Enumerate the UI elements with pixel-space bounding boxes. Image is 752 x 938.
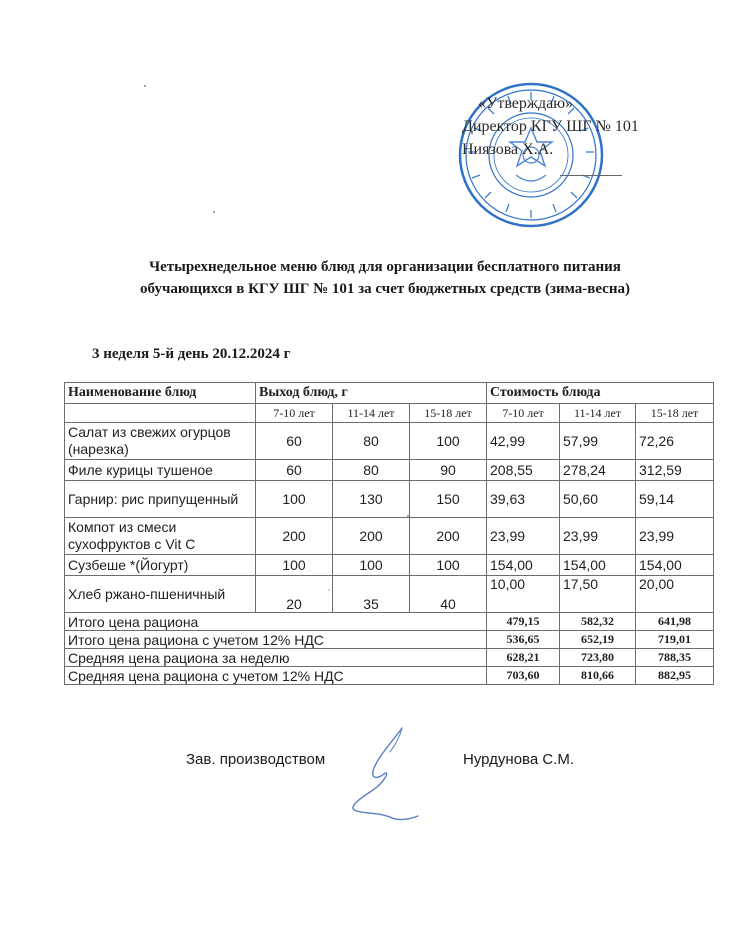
total-value: 810,66	[560, 667, 636, 685]
age-output-15-18: 15-18 лет	[410, 404, 487, 423]
total-label: Итого цена рациона с учетом 12% НДС	[65, 631, 487, 649]
dish-output: 20	[256, 576, 333, 613]
total-value: 703,60	[487, 667, 560, 685]
total-value: 723,80	[560, 649, 636, 667]
dish-cost: 17,50	[560, 576, 636, 613]
dish-output: 60	[256, 423, 333, 460]
dish-output: 100	[333, 555, 410, 576]
age-cost-7-10: 7-10 лет	[487, 404, 560, 423]
dish-cost: 39,63	[487, 481, 560, 518]
total-label: Итого цена рациона	[65, 613, 487, 631]
dish-cost: 72,26	[636, 423, 714, 460]
table-row	[65, 576, 714, 613]
table-row	[65, 423, 714, 460]
total-value: 882,95	[636, 667, 714, 685]
dish-cost: 23,99	[487, 518, 560, 555]
dish-output: 200	[256, 518, 333, 555]
dish-name: Хлеб ржано-пшеничный	[65, 576, 256, 613]
dish-name: Гарнир: рис припущенный	[65, 481, 256, 518]
age-empty-cell	[65, 404, 256, 423]
dish-output: 130	[333, 481, 410, 518]
dish-output: 100	[410, 423, 487, 460]
total-row	[65, 613, 714, 631]
total-value: 652,19	[560, 631, 636, 649]
age-output-11-14: 11-14 лет	[333, 404, 410, 423]
dish-name: Филе курицы тушеное	[65, 460, 256, 481]
total-label: Средняя цена рациона с учетом 12% НДС	[65, 667, 487, 685]
total-value: 641,98	[636, 613, 714, 631]
dish-cost: 23,99	[636, 518, 714, 555]
header-dish-name: Наименование блюд	[65, 383, 256, 404]
dish-cost: 154,00	[560, 555, 636, 576]
approval-signature-line	[560, 175, 622, 176]
dish-output: 35	[333, 576, 410, 613]
dish-name: Сузбеше *(Йогурт)	[65, 555, 256, 576]
table-row	[65, 481, 714, 518]
dish-output: 150	[410, 481, 487, 518]
header-output: Выход блюд, г	[256, 383, 487, 404]
dish-cost: 57,99	[560, 423, 636, 460]
dish-output: 80	[333, 423, 410, 460]
dish-output: 90	[410, 460, 487, 481]
dish-output: 100	[410, 555, 487, 576]
handwritten-signature	[340, 722, 435, 822]
dish-cost: 50,60	[560, 481, 636, 518]
dish-output: 60	[256, 460, 333, 481]
dish-cost: 10,00	[487, 576, 560, 613]
dish-cost: 312,59	[636, 460, 714, 481]
dish-name: Компот из смеси сухофруктов с Vit C	[65, 518, 256, 555]
menu-table	[64, 382, 714, 685]
total-row	[65, 667, 714, 685]
total-value: 788,35	[636, 649, 714, 667]
approval-block	[462, 92, 639, 161]
dish-name: Салат из свежих огурцов (нарезка)	[65, 423, 256, 460]
document-title	[60, 256, 710, 300]
menu-day-subtitle: 3 неделя 5-й день 20.12.2024 г	[92, 346, 291, 362]
total-row	[65, 649, 714, 667]
table-row	[65, 518, 714, 555]
age-cost-15-18: 15-18 лет	[636, 404, 714, 423]
dish-cost: 208,55	[487, 460, 560, 481]
approval-person: Ниязова Х.А.	[462, 141, 554, 158]
total-row	[65, 631, 714, 649]
dish-cost: 42,99	[487, 423, 560, 460]
dish-output: 100	[256, 555, 333, 576]
dish-cost: 154,00	[487, 555, 560, 576]
title-line-1: Четырехнедельное меню блюд для организации бесплатного питания	[149, 259, 621, 275]
header-cost: Стоимость блюда	[487, 383, 714, 404]
approval-position: Директор КГУ ШГ № 101	[462, 118, 639, 135]
total-value: 536,65	[487, 631, 560, 649]
dish-cost: 23,99	[560, 518, 636, 555]
signature-name: Нурдунова С.М.	[463, 751, 575, 768]
dish-output: 100	[256, 481, 333, 518]
table-header-row	[65, 383, 714, 404]
total-value: 628,21	[487, 649, 560, 667]
total-value: 479,15	[487, 613, 560, 631]
approval-heading: «Утверждаю»	[478, 95, 574, 112]
table-row	[65, 460, 714, 481]
dish-output: 200	[410, 518, 487, 555]
total-value: 582,32	[560, 613, 636, 631]
dish-output: 200	[333, 518, 410, 555]
table-row	[65, 555, 714, 576]
signature-role: Зав. производством	[186, 751, 326, 768]
dish-output: 80	[333, 460, 410, 481]
dish-cost: 278,24	[560, 460, 636, 481]
title-line-2: обучающихся в КГУ ШГ № 101 за счет бюджетных средств (зима-весна)	[140, 281, 630, 297]
dish-cost: 20,00	[636, 576, 714, 613]
dish-output: 40	[410, 576, 487, 613]
dish-cost: 154,00	[636, 555, 714, 576]
table-age-row	[65, 404, 714, 423]
total-value: 719,01	[636, 631, 714, 649]
dish-cost: 59,14	[636, 481, 714, 518]
total-label: Средняя цена рациона за неделю	[65, 649, 487, 667]
age-output-7-10: 7-10 лет	[256, 404, 333, 423]
age-cost-11-14: 11-14 лет	[560, 404, 636, 423]
